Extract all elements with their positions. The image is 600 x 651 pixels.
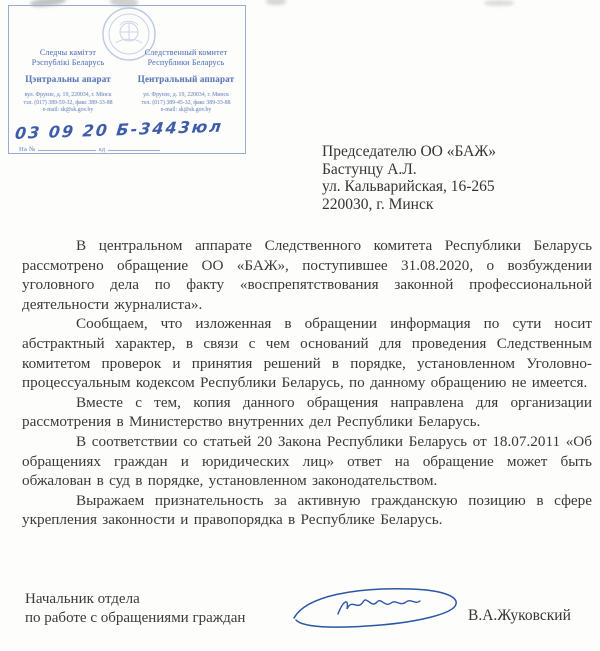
recipient-title: Председателю ОО «БАЖ» <box>322 143 496 160</box>
address-line: тэл. (017) 389-59-32, факс 389-33-88 <box>23 99 113 106</box>
letterhead-russian-column <box>127 48 245 115</box>
signer-position-line: Начальник отдела <box>25 591 140 607</box>
dept-name-by: Цэнтральны апарат <box>25 74 111 84</box>
org-name-line: Следственный комитет <box>144 48 228 57</box>
ref-date-label: ад <box>98 146 106 153</box>
ref-no-label: На № <box>19 146 36 153</box>
recipient-name: Бастунцу А.Л. <box>322 160 417 178</box>
handwritten-registration-number: 03 09 20 Б-3443юл <box>14 116 225 143</box>
body-paragraph: Вместе с тем, копия данного обращения направлена для организации рассмотрения в Министерство внутренних дел Республики Беларусь. <box>22 393 592 431</box>
blank-line <box>38 144 96 151</box>
org-address-by <box>11 92 125 115</box>
body-paragraph: В центральном аппарате Следственного комитета Республики Беларусь рассмотрено обращение ОО «БАЖ», поступившее 31.08.2020, о возбуждении уголовного дела по факту «воспрепятствования законной профессиональной деятельности журналиста». <box>22 237 592 313</box>
address-line: e-mail: sk@sk.gov.by <box>42 107 94 113</box>
letterhead-columns <box>9 48 245 115</box>
body-paragraph: В соответствии со статьей 20 Закона Республики Беларусь от 18.07.2011 «Об обращениях граждан и юридических лиц» ответ на обращение может быть обжалован в суд в порядке, установленном законодательством. <box>22 432 592 490</box>
letterhead-stamp <box>8 5 246 154</box>
body-paragraph: Сообщаем, что изложенная в обращении информация по сути носит абстрактный характер, в связи с чем оснований для проведения Следственным комитетом проверок и принятия решений в порядке, установленном Уголовно-процессуальным кодексом Республики Беларусь, по данному обращению не имеется. <box>22 315 592 392</box>
handwritten-signature-icon <box>286 584 464 638</box>
org-address-ru <box>129 92 243 115</box>
address-line: вул. Фрунзе, д. 19, 220034, г. Мінск <box>24 92 112 98</box>
body-paragraph: Выражаем признательность за активную гражданскую позицию в сфере укрепления законности и правопорядка в Республике Беларусь. <box>22 491 592 529</box>
org-name-by <box>11 48 125 68</box>
scan-smudge <box>266 0 286 5</box>
dept-name-ru: Центральный аппарат <box>137 74 235 84</box>
recipient-street: ул. Кальварийская, 16-265 <box>322 178 495 195</box>
address-line: ул. Фрунзе, д. 19, 220034, г. Минск <box>143 92 229 98</box>
org-name-line: Следчы камітэт <box>39 48 97 57</box>
org-name-line: Республики Беларусь <box>147 58 225 67</box>
signer-position-line: по работе с обращениями граждан <box>25 610 246 626</box>
recipient-city: 220030, г. Минск <box>322 195 434 213</box>
org-name-ru <box>129 48 243 68</box>
scan-smudge <box>484 0 514 6</box>
org-name-line: Рэспублікі Беларусь <box>31 58 105 67</box>
reference-number-form-line <box>19 144 160 153</box>
recipient-block <box>322 143 496 213</box>
signer-name: В.А.Жуковский <box>468 607 571 624</box>
letterhead-belarusian-column <box>9 48 127 115</box>
blank-line <box>108 144 160 151</box>
signer-position <box>25 590 245 628</box>
address-line: e-mail: sk@sk.gov.by <box>160 107 212 113</box>
letter-body <box>22 236 592 530</box>
address-line: тел. (017) 389-45-32, факс 389-33-88 <box>141 99 231 106</box>
